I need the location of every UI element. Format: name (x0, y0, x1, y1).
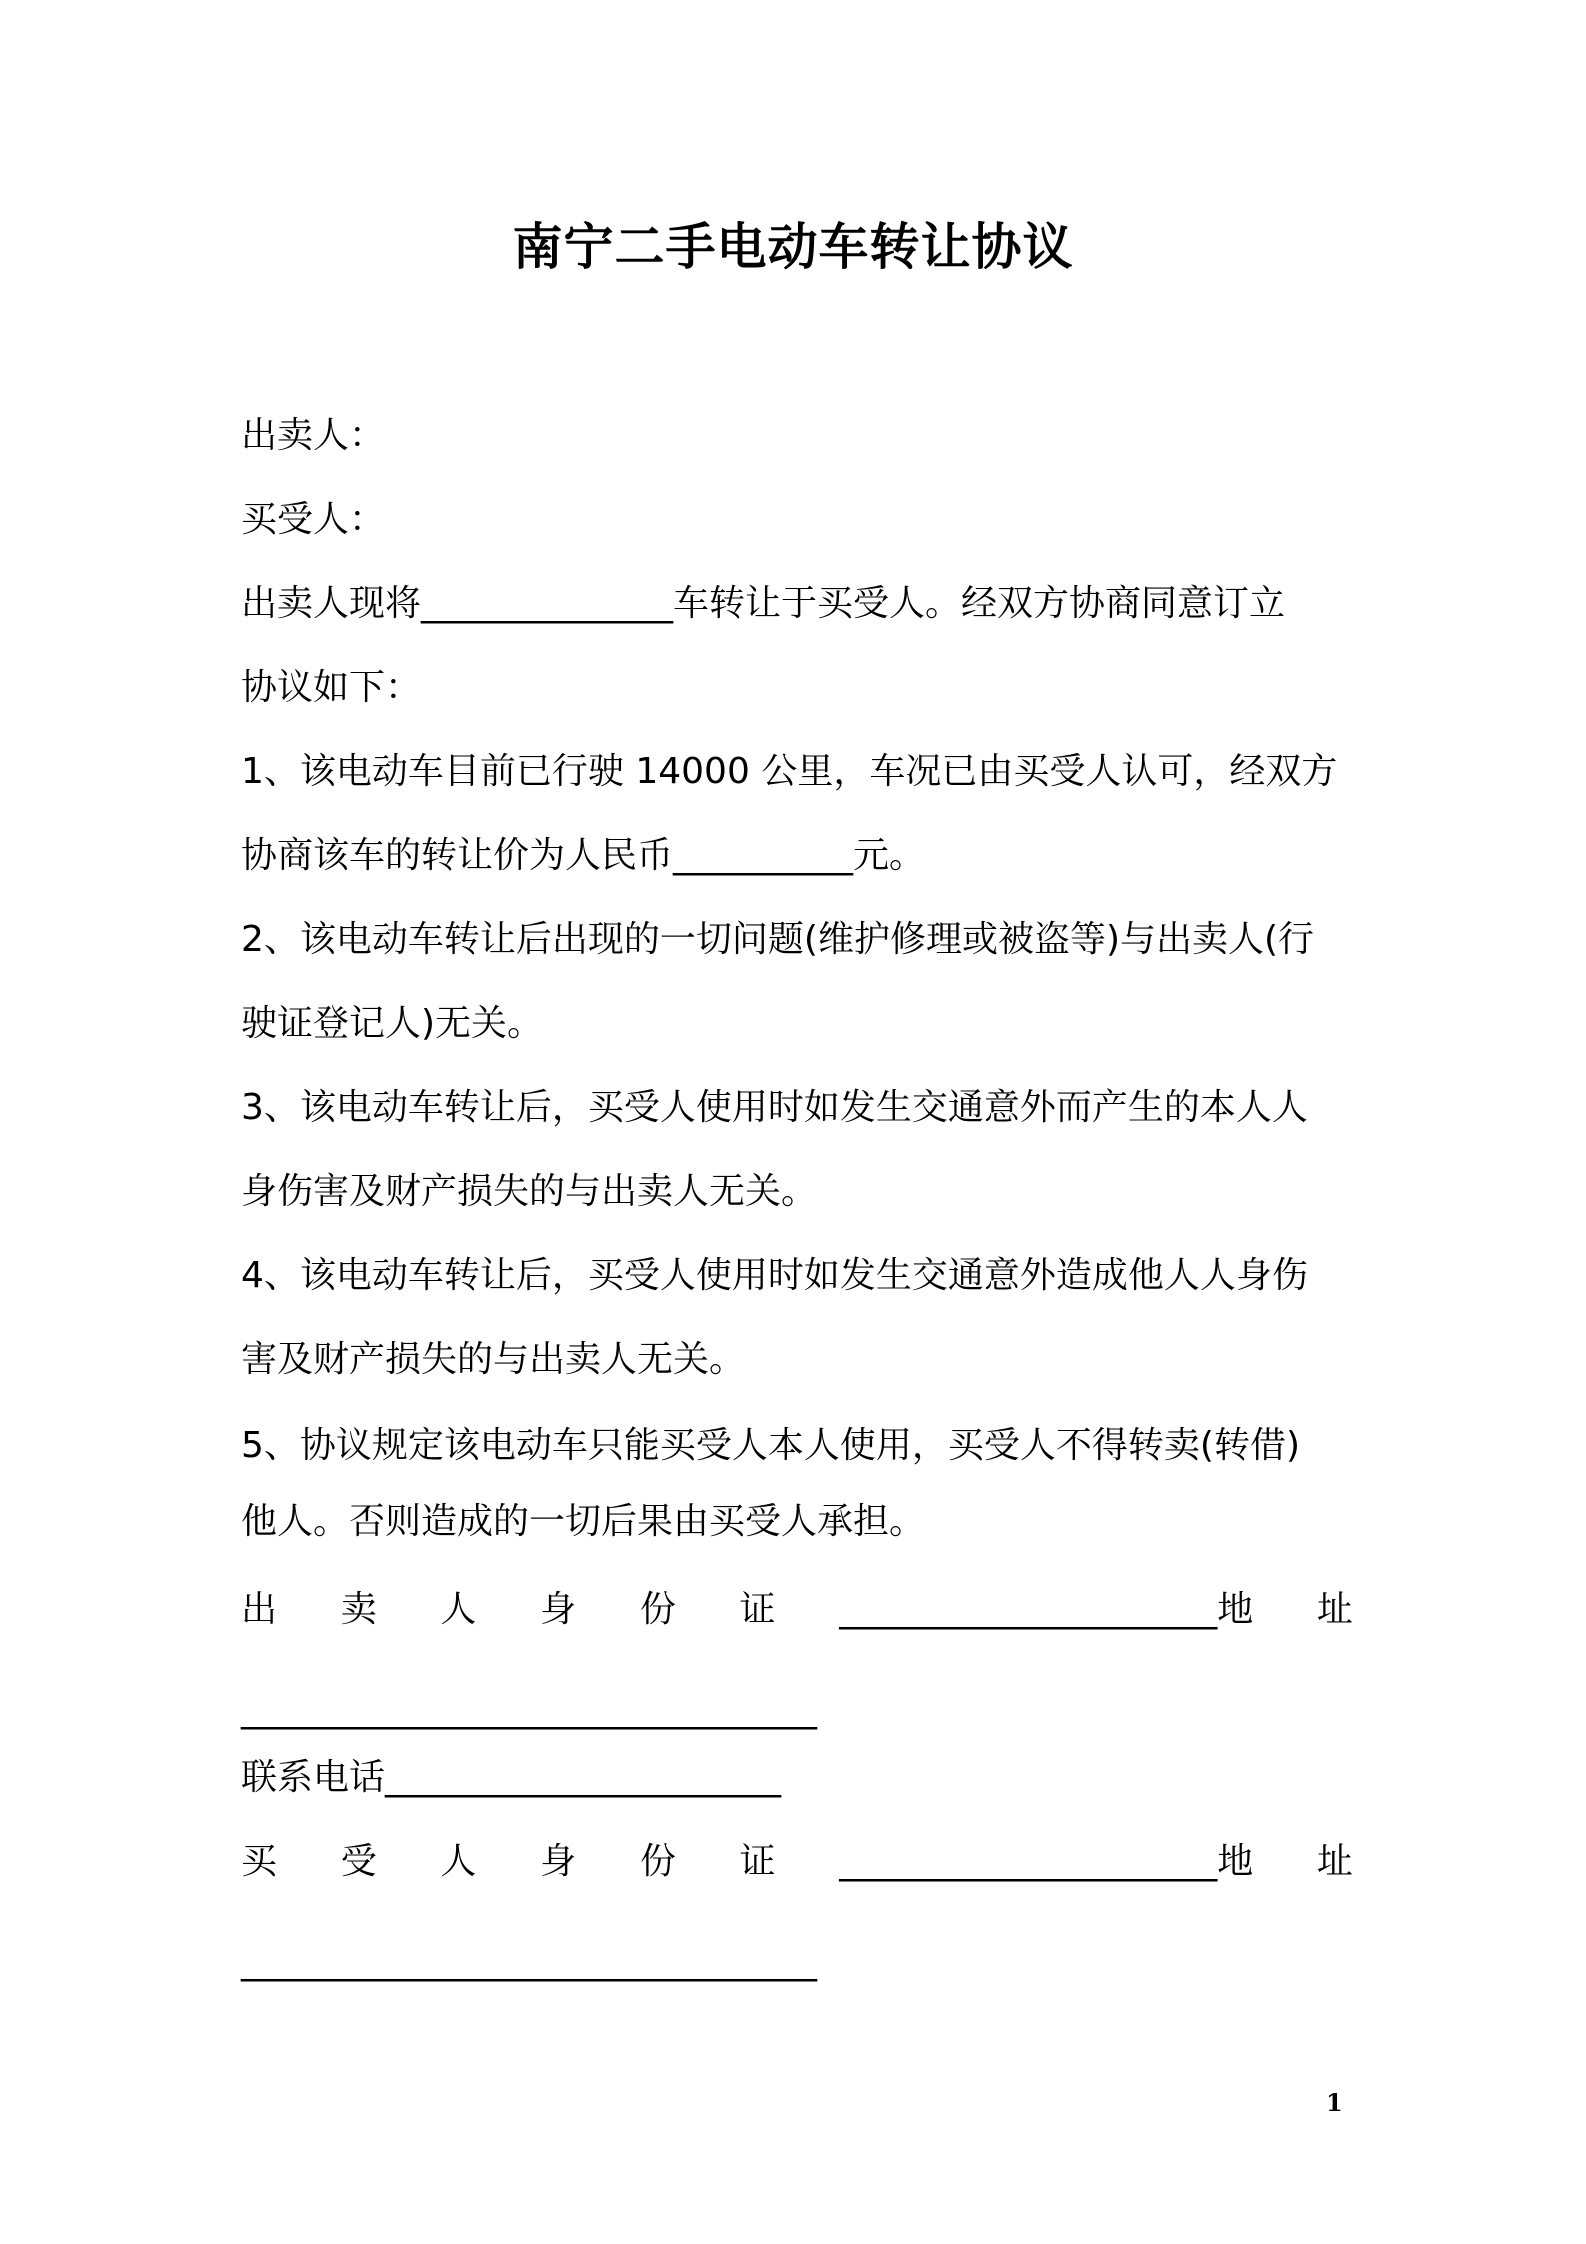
clause-2-line-2: 驶证登记人)无关。 (241, 1003, 544, 1044)
seller-id-char: 身 (540, 1589, 577, 1630)
clause-4-line-1: 4、该电动车转让后，买受人使用时如发生交通意外造成他人人身伤 (241, 1255, 1308, 1296)
buyer-id-char: 身 (540, 1841, 577, 1882)
clause-4-line-2: 害及财产损失的与出卖人无关。 (241, 1339, 746, 1380)
seller-id-char: 卖 (340, 1589, 377, 1630)
seller-id-char: 证 (739, 1589, 776, 1630)
buyer-label: 买受人： (241, 499, 386, 540)
buyer-id-char: 份 (639, 1841, 676, 1882)
clause-5-line-2: 他人。否则造成的一切后果由买受人承担。 (241, 1501, 926, 1542)
buyer-id-char: 买 (241, 1841, 278, 1882)
seller-phone-line: 联系电话______________________ (241, 1757, 782, 1798)
clause-5-line-1: 5、协议规定该电动车只能买受人本人使用，买受人不得转卖(转借) (241, 1425, 1300, 1466)
page-number: 1 (1326, 2088, 1343, 2117)
clause-1-line-2: 协商该车的转让价为人民币__________元。 (241, 835, 926, 876)
seller-address-blank: ________________________________ (241, 1689, 817, 1730)
intro-line-2: 协议如下： (241, 667, 422, 708)
clause-1-line-1: 1、该电动车目前已行驶 14000 公里，车况已由买受人认可，经双方 (241, 751, 1338, 792)
intro-line-1: 出卖人现将______________车转让于买受人。经双方协商同意订立 (241, 583, 1286, 624)
buyer-id-char: 受 (340, 1841, 377, 1882)
seller-id-char: 址 (1316, 1589, 1353, 1630)
clause-3-line-1: 3、该电动车转让后，买受人使用时如发生交通意外而产生的本人人 (241, 1087, 1308, 1128)
buyer-id-char: 址 (1316, 1841, 1353, 1882)
buyer-id-line (241, 1836, 1353, 1888)
document-title: 南宁二手电动车转让协议 (512, 218, 1074, 276)
seller-id-char: 份 (639, 1589, 676, 1630)
buyer-address-blank: ________________________________ (241, 1941, 817, 1982)
seller-id-blank: _____________________地 (839, 1589, 1254, 1630)
seller-id-line (241, 1584, 1353, 1636)
clause-2-line-1: 2、该电动车转让后出现的一切问题(维护修理或被盗等)与出卖人(行 (241, 919, 1315, 960)
buyer-id-char: 人 (440, 1841, 477, 1882)
seller-label: 出卖人： (241, 415, 386, 456)
buyer-id-blank: _____________________地 (839, 1841, 1254, 1882)
buyer-id-char: 证 (739, 1841, 776, 1882)
seller-id-char: 人 (440, 1589, 477, 1630)
seller-id-char: 出 (241, 1589, 278, 1630)
clause-3-line-2: 身伤害及财产损失的与出卖人无关。 (241, 1171, 818, 1212)
